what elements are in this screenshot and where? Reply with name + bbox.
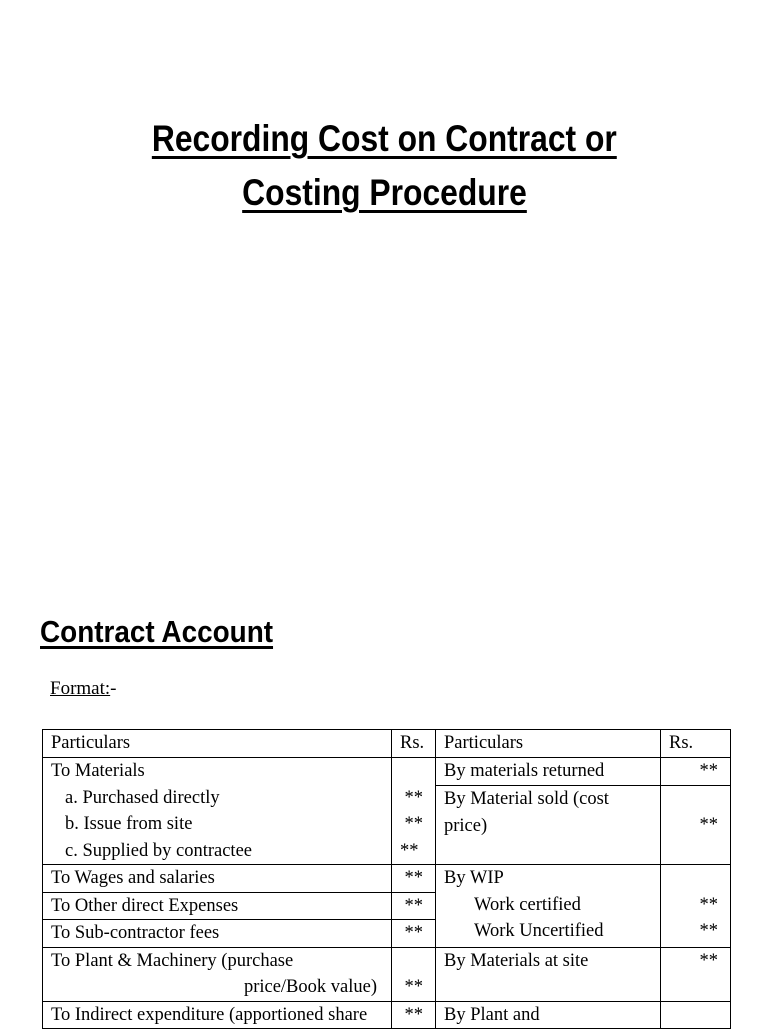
materials-purchased-directly: a. Purchased directly [65,787,220,808]
cell-plant-machinery [43,947,392,1001]
material-sold-line-2: price) [444,815,488,836]
cell-other-direct-expenses: To Other direct Expenses [43,892,392,920]
table-row [43,947,731,1001]
format-label [50,676,117,702]
amount-materials-returned: ** [661,758,731,786]
table-row [43,865,731,893]
section-title: Contract Account [40,614,274,649]
wip-work-uncertified: Work Uncertified [474,921,604,941]
amount-work-certified: ** [699,894,718,915]
cell-wip [436,865,661,948]
amount-wages-salaries: ** [392,865,436,893]
amount-materials-at-site: ** [661,947,731,1001]
page-title [0,112,768,220]
materials-supplied-by-contractee: c. Supplied by contractee [65,840,252,861]
amount-material-sold: ** [661,786,731,865]
amount-issue-from-site: ** [404,814,423,834]
table-header-row [43,730,731,758]
page-title-line-2: Costing Procedure [241,172,527,213]
cell-to-materials [43,758,392,865]
header-credit-particulars: Particulars [436,730,661,758]
wip-work-certified: Work certified [474,894,581,915]
cell-wip-amounts [661,865,731,948]
header-debit-particulars: Particulars [43,730,392,758]
materials-issue-from-site: b. Issue from site [65,814,193,834]
cell-materials-returned: By materials returned [436,758,661,786]
amount-supplied-by-contractee: ** [400,840,419,861]
header-debit-amount: Rs. [392,730,436,758]
cell-materials-at-site: By Materials at site [436,947,661,1001]
cell-material-sold [436,786,661,865]
plant-machinery-line-1: To Plant & Machinery (purchase [51,950,294,971]
page-title-line-1: Recording Cost on Contract or [151,118,617,159]
cell-plant-and: By Plant and [436,1001,661,1029]
cell-materials-amounts [392,758,436,865]
amount-work-uncertified: ** [699,921,718,941]
table-row [43,758,731,786]
material-sold-line-1: By Material sold (cost [444,789,609,809]
amount-purchased-directly: ** [404,787,423,808]
wip-label: By WIP [444,868,504,888]
format-label-text: Format: [50,678,111,699]
cell-plant-machinery-amount [392,947,436,1001]
amount-sub-contractor-fees: ** [392,920,436,948]
cell-indirect-expenditure: To Indirect expenditure (apportioned share [43,1001,392,1029]
amount-other-direct-expenses: ** [392,892,436,920]
contract-account-table [42,729,731,1029]
amount-indirect-expenditure: ** [392,1001,436,1029]
cell-wages-salaries: To Wages and salaries [43,865,392,893]
amount-plant-machinery: ** [404,977,423,997]
format-label-suffix: - [110,678,117,699]
to-materials-label: To Materials [51,761,145,781]
header-credit-amount: Rs. [661,730,731,758]
cell-sub-contractor-fees: To Sub-contractor fees [43,920,392,948]
table-row [43,1001,731,1029]
plant-machinery-line-2: price/Book value) [243,977,377,997]
amount-plant-and [661,1001,731,1029]
